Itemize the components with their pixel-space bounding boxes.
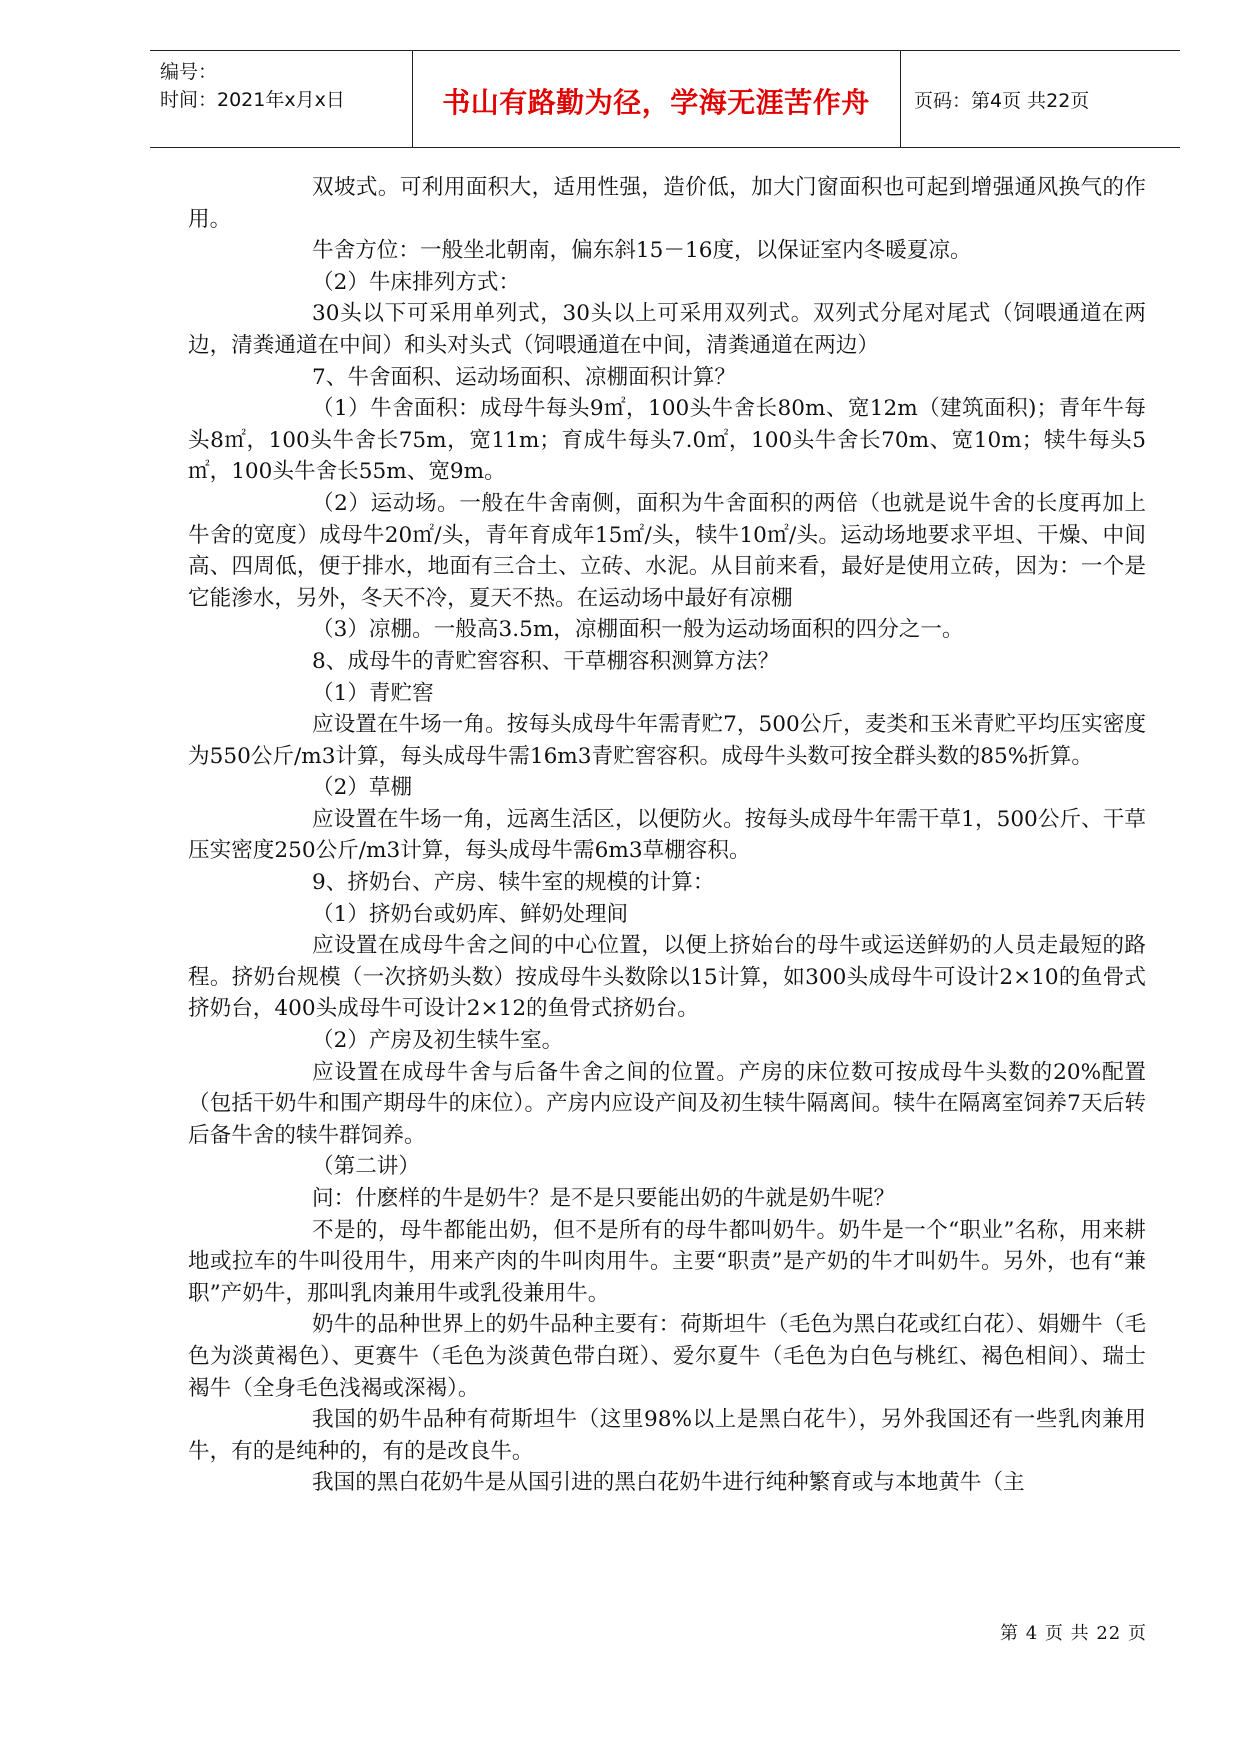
- header-meta: [150, 51, 413, 147]
- question: 问：什麽样的牛是奶牛？是不是只要能出奶的牛就是奶牛呢？: [312, 1186, 896, 1211]
- page-footer: 第 4 页 共 22 页: [1000, 1623, 1147, 1644]
- subheading: （1）青贮窖: [312, 680, 434, 706]
- header-slogan-cell: [412, 51, 901, 147]
- header-slogan: 书山有路勤为径，学海无涯苦作舟: [442, 86, 870, 119]
- section-heading: 7、牛舍面积、运动场面积、凉棚面积计算？: [312, 364, 737, 390]
- paragraph: （2）运动场。一般在牛舍南侧，面积为牛舍面积的两倍（也就是说牛舍的长度再加上牛舍的宽度）成母牛20㎡/头，青年育成年15㎡/头，犊牛10㎡/头。运动场地要求平坦、干燥、中间高、四周低，便于排水，地面有三合土、立砖、水泥。从目前来看，最好是使用立砖，因为：一个是它能渗水，另外，冬天不冷，夏天不热。在运动场中最好有凉棚: [188, 490, 1146, 611]
- header-page-number: 页码：第4页 共22页: [914, 90, 1090, 112]
- paragraph: 我国的奶牛品种有荷斯坦牛（这里98%以上是黑白花牛），另外我国还有一些乳肉兼用牛，有的是纯种的，有的是改良牛。: [188, 1407, 1146, 1464]
- document-number-label: 编号：: [160, 61, 218, 83]
- paragraph: 应设置在成母牛舍与后备牛舍之间的位置。产房的床位数可按成母牛头数的20%配置（包括干奶牛和围产期母牛的床位）。产房内应设产间及初生犊牛隔离间。犊牛在隔离室饲养7天后转后备牛舍的犊牛群饲养。: [188, 1059, 1146, 1148]
- paragraph: 应设置在牛场一角。按每头成母牛年需青贮7，500公斤，麦类和玉米青贮平均压实密度为550公斤/m3计算，每头成母牛需16m3青贮窖容积。成母牛头数可按全群头数的85%折算。: [188, 712, 1146, 769]
- paragraph: 应设置在牛场一角，远离生活区，以便防火。按每头成母牛年需干草1，500公斤、干草压实密度250公斤/m3计算，每头成母牛需6m3草棚容积。: [188, 806, 1146, 864]
- document-time-label: 时间：2021年x月x日: [160, 89, 345, 111]
- paragraph: 牛舍方位：一般坐北朝南，偏东斜15－16度，以保证室内冬暖夏凉。: [312, 238, 972, 264]
- paragraph: 30头以下可采用单列式，30头以上可采用双列式。双列式分尾对尾式（饲喂通道在两边，清粪通道在中间）和头对头式（饲喂通道在中间，清粪通道在两边）: [188, 301, 1146, 358]
- subheading: （2）草棚: [312, 775, 413, 801]
- section-heading: 8、成母牛的青贮窖容积、干草棚容积测算方法？: [312, 648, 780, 674]
- page-header: [150, 50, 1180, 148]
- section-heading: 9、挤奶台、产房、犊牛室的规模的计算：: [312, 870, 715, 896]
- lecture-heading: （第二讲）: [312, 1154, 420, 1180]
- paragraph: 奶牛的品种世界上的奶牛品种主要有：荷斯坦牛（毛色为黑白花或红白花）、娟姗牛（毛色为淡黄褐色）、更赛牛（毛色为淡黄色带白斑）、爱尔夏牛（毛色为白色与桃红、褐色相间）、瑞士褐牛（全身毛色浅褐或深褐）。: [188, 1312, 1146, 1401]
- document-body: [188, 172, 1146, 1499]
- paragraph: 应设置在成母牛舍之间的中心位置，以便上挤始台的母牛或运送鲜奶的人员走最短的路程。挤奶台规模（一次挤奶头数）按成母牛头数除以15计算，如300头成母牛可设计2×10的鱼骨式挤奶台，400头成母牛可设计2×12的鱼骨式挤奶台。: [188, 933, 1146, 1022]
- paragraph: 双坡式。可利用面积大，适用性强，造价低，加大门窗面积也可起到增强通风换气的作用。: [188, 175, 1146, 232]
- subheading: （2）产房及初生犊牛室。: [312, 1028, 564, 1054]
- paragraph: 不是的，母牛都能出奶，但不是所有的母牛都叫奶牛。奶牛是一个“职业”名称，用来耕地或拉车的牛叫役用牛，用来产肉的牛叫肉用牛。主要“职责”是产奶的牛才叫奶牛。另外，也有“兼职”产奶牛，那叫乳肉兼用牛或乳役兼用牛。: [188, 1217, 1146, 1306]
- header-page-cell: [900, 51, 1180, 147]
- subheading: （2）牛床排列方式：: [312, 269, 521, 295]
- paragraph: 我国的黑白花奶牛是从国引进的黑白花奶牛进行纯种繁育或与本地黄牛（主: [312, 1470, 1025, 1496]
- paragraph: （1）牛舍面积：成母牛每头9㎡，100头牛舍长80m、宽12m（建筑面积)；青年牛每头8㎡，100头牛舍长75m，宽11m；育成牛每头7.0㎡，100头牛舍长70m、宽10m；犊牛每头5㎡，100头牛舍长55m、宽9m。: [188, 396, 1146, 485]
- subheading: （1）挤奶台或奶库、鲜奶处理间: [312, 901, 629, 927]
- paragraph: （3）凉棚。一般高3.5m，凉棚面积一般为运动场面积的四分之一。: [312, 617, 964, 643]
